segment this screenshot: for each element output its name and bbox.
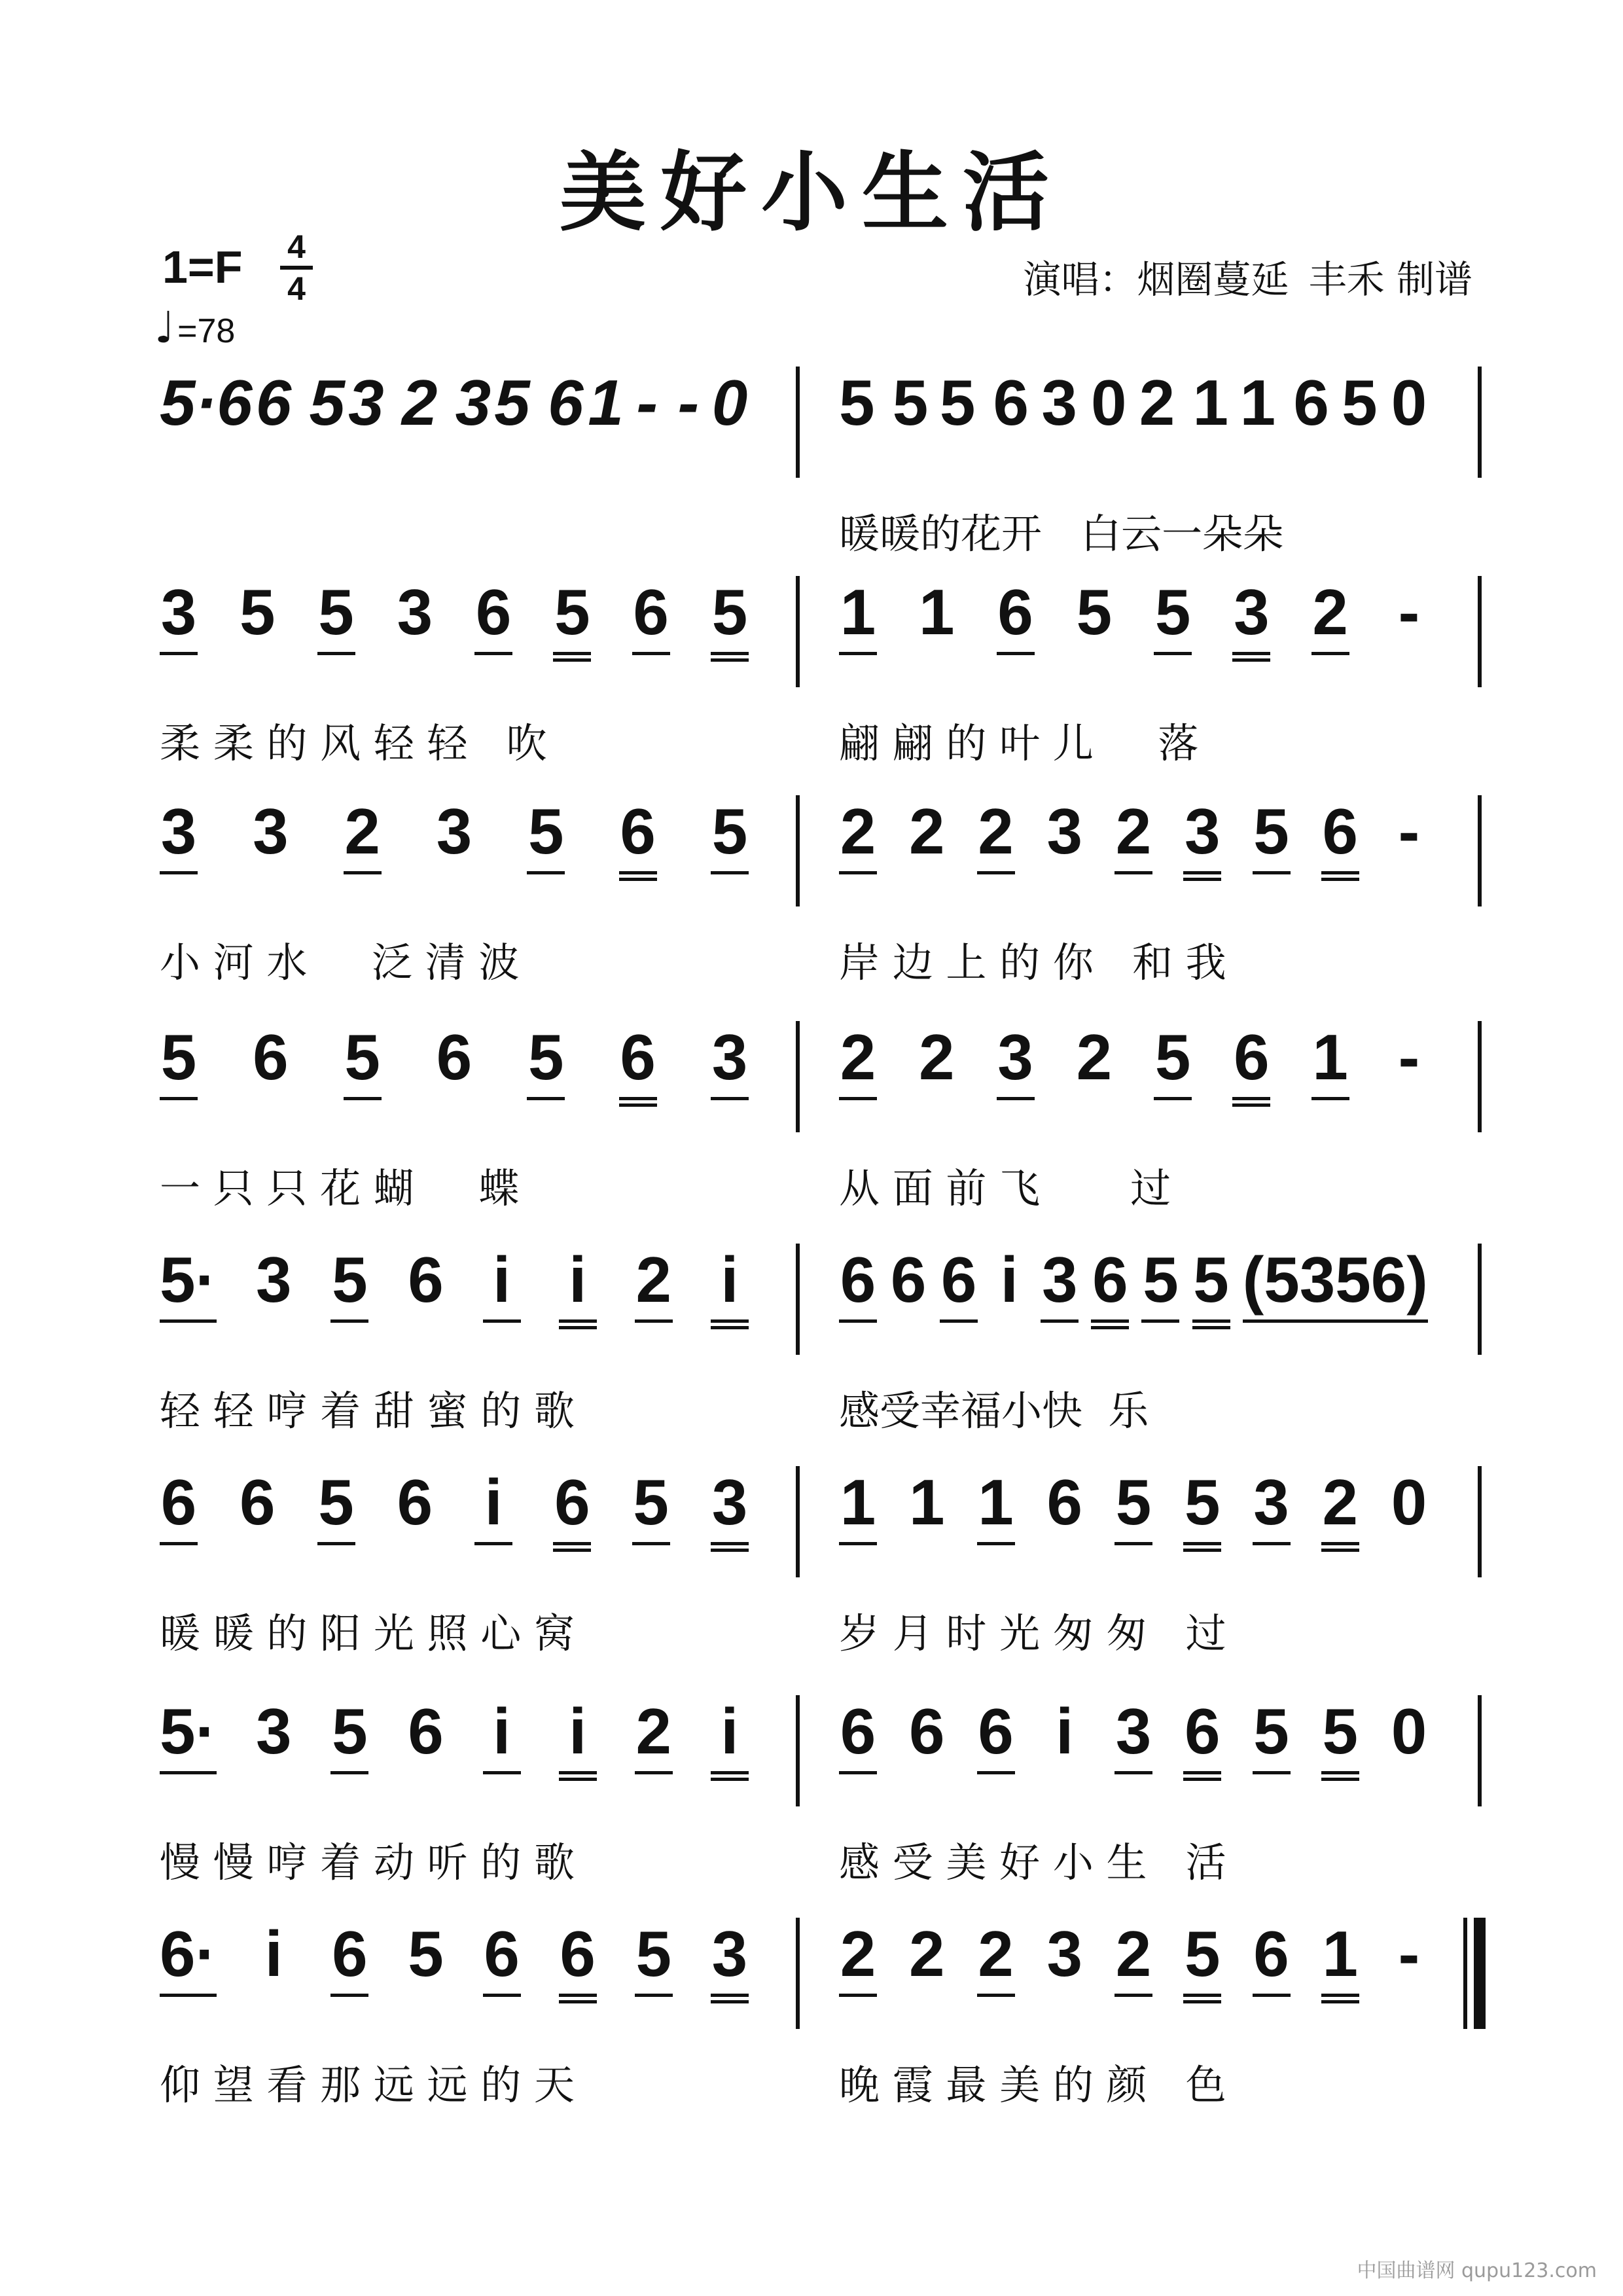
measure-right (839, 367, 1428, 478)
note: 2 (1076, 1021, 1113, 1093)
score-row (0, 1021, 1623, 1217)
note: 5 (160, 1021, 197, 1093)
note: 1 (978, 1466, 1014, 1538)
note: 6 (997, 576, 1033, 648)
note: 2 (344, 795, 380, 867)
note: 5 (1076, 576, 1113, 648)
note: 6 (408, 1244, 444, 1316)
note: 0 (1391, 367, 1427, 439)
lyric-left: 小 河 水 泛 清 波 (160, 939, 520, 986)
note: i (483, 1695, 521, 1767)
note: 5 (1154, 1021, 1191, 1093)
note: 1 6 (1240, 367, 1329, 439)
note: 2 (1312, 576, 1348, 648)
note: 3 (711, 1918, 748, 1990)
note: 5 (1253, 1695, 1289, 1767)
note: i (559, 1695, 597, 1767)
note: 5 (1115, 1466, 1152, 1538)
note: 3 (255, 1695, 292, 1767)
note: 5 (1322, 1695, 1358, 1767)
note: 5 6 (494, 367, 584, 439)
note: i (474, 1466, 512, 1538)
barline (796, 1918, 800, 2029)
barline (796, 576, 800, 687)
measure-right (839, 1918, 1428, 2029)
note: 5 (1253, 795, 1289, 867)
note: 6 (554, 1466, 590, 1538)
barline (796, 1695, 800, 1806)
note: 5 (1342, 367, 1378, 439)
note: - (677, 367, 700, 439)
final-barline (1463, 1918, 1467, 2029)
note: 6 (332, 1918, 368, 1990)
measure-right (839, 1466, 1428, 1577)
note: i (1056, 1695, 1074, 1767)
lyric-right: 晚 霞 最 美 的 颜 色 (839, 2061, 1226, 2109)
barline (1478, 1466, 1482, 1577)
note: 6· (160, 1918, 217, 1990)
score-row (0, 1695, 1623, 1892)
score-row (0, 795, 1623, 992)
note: 1 (908, 1466, 945, 1538)
note: 6 (620, 795, 656, 867)
lyric-right: 感 受 美 好 小 生 活 (839, 1839, 1226, 1886)
note: 3 (1253, 1466, 1289, 1538)
note: 6 (1253, 1918, 1289, 1990)
arranger-credit: 丰禾 制谱 (1308, 257, 1472, 302)
note: 2 (635, 1244, 672, 1316)
note: 0 (1391, 1695, 1427, 1767)
time-signature (280, 230, 313, 305)
note: 0 (711, 367, 748, 439)
measure-right (839, 1244, 1428, 1355)
credits (1004, 249, 1472, 304)
note: 6 (160, 1466, 197, 1538)
note: 1 (919, 576, 955, 648)
note: 5· (160, 1695, 217, 1767)
note: (5356) (1242, 1244, 1428, 1316)
barline (1478, 795, 1482, 906)
measure-right (839, 795, 1428, 906)
note: i (711, 1244, 749, 1316)
note: - (636, 367, 658, 439)
lyric-right: 岁 月 时 光 匆 匆 过 (839, 1609, 1226, 1657)
note: 5 (1184, 1466, 1221, 1538)
note: 5 5 (839, 367, 929, 439)
lyric-right: 岸 边 上 的 你 和 我 (839, 939, 1226, 986)
measure-right (839, 1695, 1428, 1806)
note: 3 (397, 576, 433, 648)
note: 5 (1154, 576, 1191, 648)
lyric-right: 从 面 前 飞 过 (839, 1164, 1171, 1212)
lyric-left: 柔 柔 的 风 轻 轻 吹 (160, 719, 547, 767)
note: 3 (1046, 795, 1082, 867)
barline (796, 1021, 800, 1132)
note: 5 (711, 795, 748, 867)
measure-left (160, 1695, 749, 1806)
note: i (711, 1695, 749, 1767)
note: 6 (1046, 1466, 1082, 1538)
note: 6 (840, 1695, 876, 1767)
note: 3 (1184, 795, 1221, 867)
score-row (0, 1466, 1623, 1662)
measure-left (160, 1466, 749, 1577)
score-row (0, 576, 1623, 772)
note: 3 (711, 1466, 748, 1538)
note: 0 (1090, 367, 1127, 439)
barline (796, 1244, 800, 1355)
lyric-left: 一 只 只 花 蝴 蝶 (160, 1164, 520, 1212)
note: 6 (633, 576, 669, 648)
note: 5 (408, 1918, 444, 1990)
note: - (1398, 1918, 1420, 1990)
note: 6 (1092, 1244, 1128, 1316)
barline (1478, 1695, 1482, 1806)
note: 5 (344, 1021, 380, 1093)
note: 5 (554, 576, 590, 648)
note: 6 (240, 1466, 276, 1538)
note: 3 2 3 (348, 367, 491, 439)
singer-credit: 演唱：烟圈蔓延 (1023, 257, 1289, 302)
measure-left (160, 367, 749, 478)
measure-left (160, 1918, 749, 2029)
note: 2 (840, 1918, 876, 1990)
note: 2 (978, 795, 1014, 867)
note: 6 (1184, 1695, 1221, 1767)
note: - (1398, 1021, 1420, 1093)
measure-right (839, 576, 1428, 687)
score-row (0, 1918, 1623, 2114)
note: 3 (997, 1021, 1033, 1093)
note: 6 (1322, 795, 1358, 867)
barline (796, 367, 800, 478)
note: 5 (633, 1466, 669, 1538)
barline (796, 795, 800, 906)
note: i (264, 1918, 283, 1990)
note: 3 (1041, 367, 1077, 439)
lyric-right: 翩 翩 的 叶 儿 落 (839, 719, 1199, 767)
tempo-marking (154, 302, 235, 353)
note: 5 (528, 1021, 564, 1093)
lyric-left: 仰 望 看 那 远 远 的 天 (160, 2061, 575, 2109)
note: 3 (255, 1244, 292, 1316)
note: 5 (318, 1466, 354, 1538)
time-signature-bottom: 4 (287, 270, 306, 307)
note: - (1398, 576, 1420, 648)
note: 2 (1115, 795, 1152, 867)
note: 6 5 (255, 367, 345, 439)
note: 2 1 (1139, 367, 1229, 439)
note: 2 (978, 1918, 1014, 1990)
note: 6 (840, 1244, 876, 1316)
note: 5 6 (939, 367, 1029, 439)
note: i (559, 1244, 597, 1316)
note: 2 (840, 1021, 876, 1093)
measure-left (160, 576, 749, 687)
barline (1478, 576, 1482, 687)
note: 5 (332, 1695, 368, 1767)
note: 3 (1115, 1695, 1152, 1767)
note: 5· (160, 1244, 217, 1316)
note: 3 (711, 1021, 748, 1093)
measure-right (839, 1021, 1428, 1132)
lyric-left: 轻 轻 哼 着 甜 蜜 的 歌 (160, 1387, 575, 1435)
note: 6 (253, 1021, 289, 1093)
watermark-logo: 中国曲谱网 qupu123.com (1357, 2259, 1597, 2282)
note: 6 (908, 1695, 945, 1767)
lyric-right: 感受幸福小快 乐 (839, 1387, 1149, 1435)
note: - (1398, 795, 1420, 867)
note: 2 (919, 1021, 955, 1093)
note: 5 (318, 576, 354, 648)
note: 2 (908, 795, 945, 867)
key-signature: 1=F (162, 242, 243, 293)
note: 2 (1322, 1466, 1358, 1538)
lyric-left: 暖 暖 的 阳 光 照 心 窝 (160, 1609, 575, 1657)
note: 6 (940, 1244, 977, 1316)
note: 3 (1046, 1918, 1082, 1990)
note: i (1000, 1244, 1018, 1316)
barline (1478, 367, 1482, 478)
note: 1 (1322, 1918, 1358, 1990)
note: 2 (635, 1695, 672, 1767)
note: 2 (840, 795, 876, 867)
measure-left (160, 795, 749, 906)
time-signature-divider (280, 266, 313, 270)
note: 6 (560, 1918, 596, 1990)
barline (1478, 1244, 1482, 1355)
tempo-value: =78 (177, 312, 236, 350)
lyric-left: 慢 慢 哼 着 动 听 的 歌 (160, 1839, 575, 1886)
measure-left (160, 1021, 749, 1132)
note: i (483, 1244, 521, 1316)
note: 3 (436, 795, 473, 867)
barline (796, 1466, 800, 1577)
final-barline-thick (1474, 1918, 1486, 2029)
measure-left (160, 1244, 749, 1355)
note: 5 (711, 576, 748, 648)
note: 3 (1234, 576, 1270, 648)
note: 0 (1391, 1466, 1427, 1538)
note: 5 (332, 1244, 368, 1316)
note: 1 (588, 367, 624, 439)
note: 6 (978, 1695, 1014, 1767)
note: 3 (160, 795, 197, 867)
note: 6 (1234, 1021, 1270, 1093)
note: 5 (635, 1918, 672, 1990)
note: 5 (240, 576, 276, 648)
note: 3 (160, 576, 197, 648)
quarter-note-icon: ♩ (154, 302, 175, 353)
note: 3 (1042, 1244, 1078, 1316)
score-row (0, 367, 1623, 563)
song-title: 美好小生活 (560, 143, 1063, 243)
note: 6 (475, 576, 512, 648)
note: 5 (1193, 1244, 1229, 1316)
note: 5 (528, 795, 564, 867)
score-row (0, 1244, 1623, 1440)
note: 6 (397, 1466, 433, 1538)
note: 5 (1143, 1244, 1179, 1316)
note: 2 (908, 1918, 945, 1990)
note: 3 (253, 795, 289, 867)
note: 1 (840, 576, 876, 648)
time-signature-top: 4 (287, 228, 306, 265)
barline (1478, 1021, 1482, 1132)
note: 6 (620, 1021, 656, 1093)
note: 5·6 (160, 367, 253, 439)
note: 6 (484, 1918, 520, 1990)
note: 6 (436, 1021, 473, 1093)
note: 2 (1115, 1918, 1152, 1990)
note: 6 (890, 1244, 927, 1316)
note: 1 (1312, 1021, 1348, 1093)
lyric-right: 暖暖的花开 白云一朵朵 (839, 510, 1284, 558)
note: 5 (1184, 1918, 1221, 1990)
note: 1 (840, 1466, 876, 1538)
note: 6 (408, 1695, 444, 1767)
